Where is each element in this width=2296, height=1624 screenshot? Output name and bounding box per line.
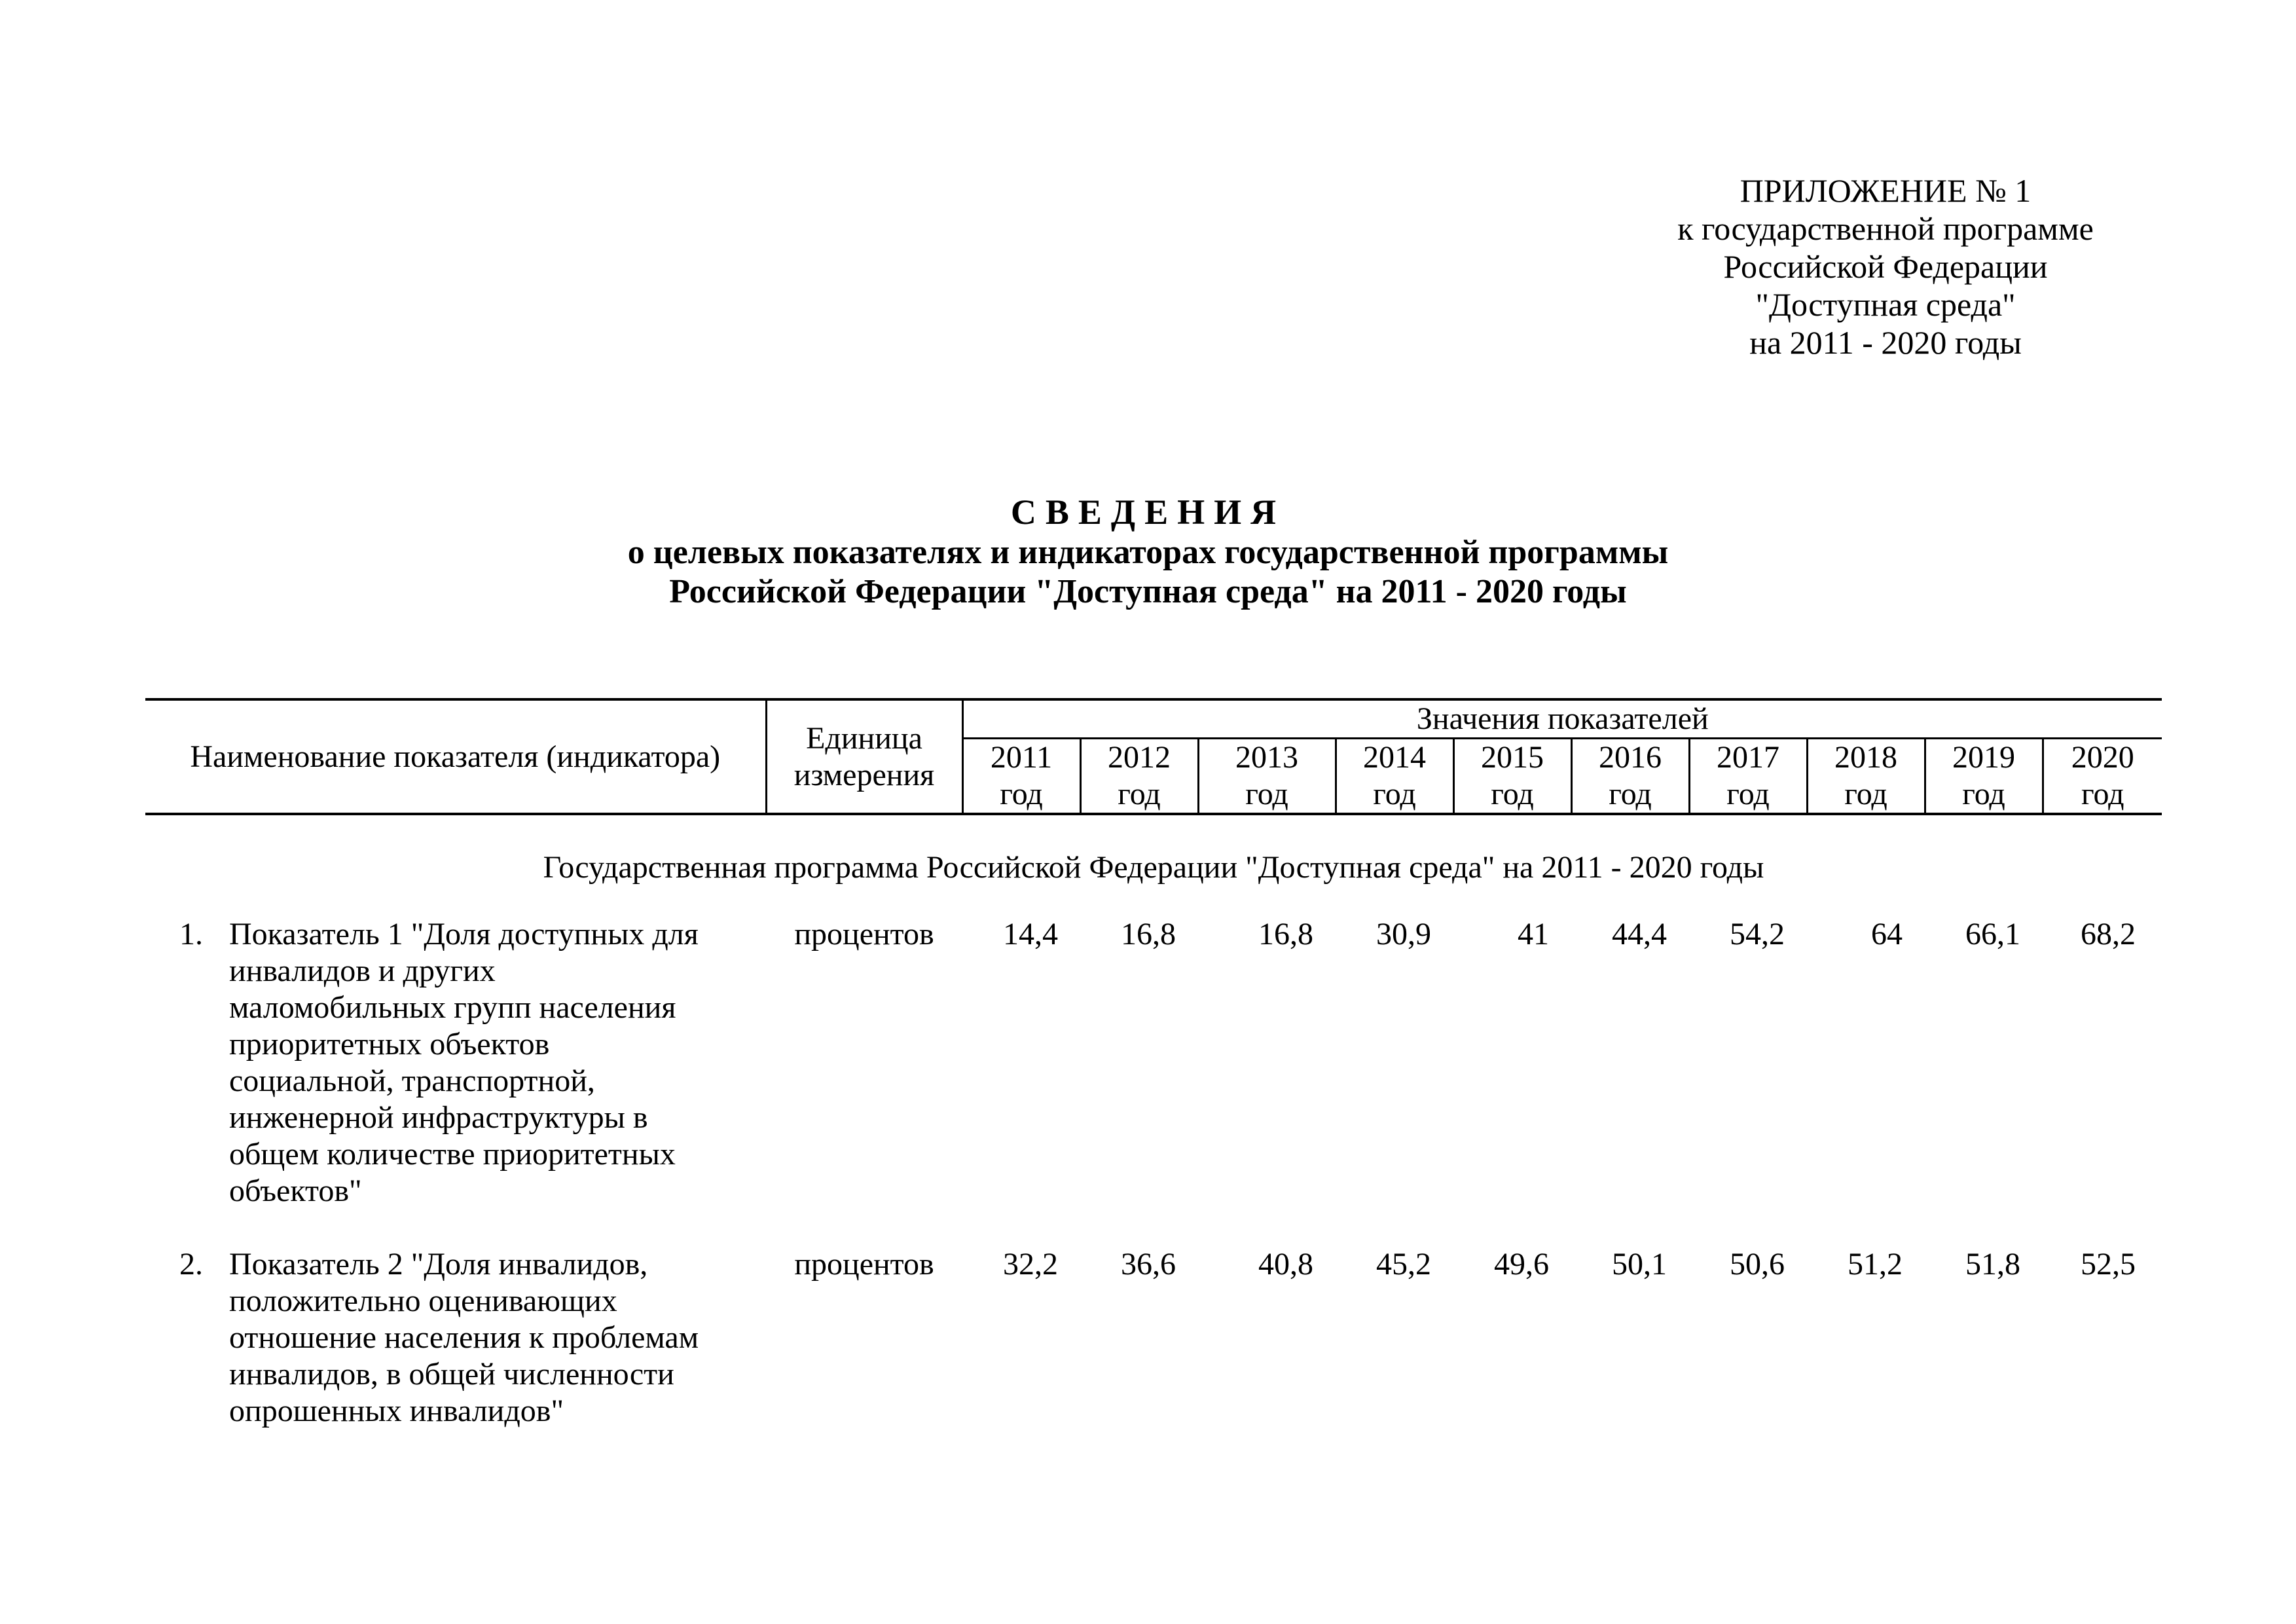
indicator-name-line: общем количестве приоритетных — [229, 1137, 676, 1172]
year-header-2011 — [962, 739, 1080, 815]
value-cell: 16,8 — [1258, 917, 1313, 951]
value-cell: 52,5 — [2081, 1247, 2136, 1282]
header-row-1 — [145, 699, 2162, 739]
heading-line-1: о целевых показателях и индикаторах государственной программы — [627, 534, 1669, 571]
year-suffix: год — [1000, 777, 1043, 811]
indicator-name-line: маломобильных групп населения — [229, 990, 676, 1025]
year-label: 2013 — [1235, 740, 1298, 775]
table-row — [145, 916, 2162, 1246]
indicator-name — [229, 916, 766, 1246]
year-label: 2018 — [1834, 740, 1897, 775]
year-suffix: год — [1491, 777, 1534, 811]
year-suffix: год — [1726, 777, 1770, 811]
value-cell: 64 — [1871, 917, 1903, 951]
value-cell: 41 — [1518, 917, 1549, 951]
year-header-2016 — [1571, 739, 1689, 815]
appendix-line: Российской Федерации — [1723, 248, 2048, 285]
unit-header-line-1: Единица — [806, 720, 922, 756]
indicator-name-line: инвалидов, в общей численности — [229, 1357, 674, 1392]
column-header-unit — [766, 699, 962, 814]
indicator-name-line: инвалидов и других — [229, 953, 496, 988]
column-header-name: Наименование показателя (индикатора) — [145, 699, 766, 814]
year-header-2012 — [1080, 739, 1198, 815]
program-row — [145, 814, 2162, 916]
value-cell: 30,9 — [1376, 917, 1431, 951]
indicator-name-line: социальной, транспортной, — [229, 1063, 595, 1098]
value-cell: 14,4 — [1003, 917, 1058, 951]
year-suffix: год — [1118, 777, 1161, 811]
year-suffix: год — [2081, 777, 2124, 811]
document-heading — [0, 492, 2296, 612]
value-cell: 36,6 — [1121, 1247, 1176, 1282]
year-suffix: год — [1844, 777, 1887, 811]
value-cell: 51,2 — [1848, 1247, 1903, 1282]
year-suffix: год — [1962, 777, 2005, 811]
year-label: 2019 — [1952, 740, 2015, 775]
indicator-name-line: Показатель 2 "Доля инвалидов, — [229, 1247, 648, 1282]
appendix-title: ПРИЛОЖЕНИЕ № 1 — [1740, 172, 2032, 209]
value-cell: 68,2 — [2081, 917, 2136, 951]
year-label: 2020 — [2071, 740, 2134, 775]
row-number: 1. — [179, 917, 203, 951]
year-suffix: год — [1245, 777, 1288, 811]
year-header-2015 — [1453, 739, 1571, 815]
year-label: 2012 — [1108, 740, 1171, 775]
year-header-2019 — [1925, 739, 2043, 815]
year-label: 2011 — [990, 740, 1053, 775]
appendix-block — [1624, 172, 2147, 361]
year-header-2013 — [1198, 739, 1336, 815]
year-label: 2015 — [1481, 740, 1544, 775]
appendix-line: к государственной программе — [1677, 210, 2094, 247]
year-label: 2014 — [1363, 740, 1426, 775]
indicator-name-line: положительно оценивающих — [229, 1283, 617, 1318]
indicator-name — [229, 1246, 766, 1466]
value-cell: 66,1 — [1965, 917, 2020, 951]
value-cell: 40,8 — [1258, 1247, 1313, 1282]
indicator-name-line: инженерной инфраструктуры в — [229, 1100, 648, 1135]
indicator-name-line: объектов" — [229, 1173, 362, 1208]
indicator-name-line: опрошенных инвалидов" — [229, 1393, 564, 1428]
year-label: 2017 — [1717, 740, 1779, 775]
value-cell: 50,6 — [1730, 1247, 1785, 1282]
year-label: 2016 — [1599, 740, 1662, 775]
column-header-values: Значения показателей — [962, 699, 2162, 739]
row-number: 2. — [179, 1247, 203, 1282]
unit-cell: процентов — [794, 1247, 934, 1282]
year-header-2014 — [1336, 739, 1453, 815]
year-header-2017 — [1689, 739, 1807, 815]
value-cell: 45,2 — [1376, 1247, 1431, 1282]
value-cell: 16,8 — [1121, 917, 1176, 951]
appendix-line: "Доступная среда" — [1755, 286, 2016, 323]
indicator-name-line: Показатель 1 "Доля доступных для — [229, 917, 699, 951]
value-cell: 51,8 — [1965, 1247, 2020, 1282]
unit-cell: процентов — [794, 917, 934, 951]
year-header-2018 — [1807, 739, 1925, 815]
year-header-2020 — [2043, 739, 2162, 815]
indicators-table — [145, 698, 2162, 1466]
heading-word: СВЕДЕНИЯ — [1010, 492, 1286, 532]
indicator-name-line: приоритетных объектов — [229, 1027, 550, 1061]
program-title: Государственная программа Российской Федерации "Доступная среда" на 2011 - 2020 годы — [543, 850, 1764, 885]
unit-header-line-2: измерения — [793, 757, 935, 792]
value-cell: 50,1 — [1612, 1247, 1667, 1282]
value-cell: 44,4 — [1612, 917, 1667, 951]
year-suffix: год — [1609, 777, 1652, 811]
appendix-line: на 2011 - 2020 годы — [1749, 324, 2022, 361]
value-cell: 49,6 — [1494, 1247, 1549, 1282]
value-cell: 32,2 — [1003, 1247, 1058, 1282]
indicator-name-line: отношение населения к проблемам — [229, 1320, 699, 1355]
table-row — [145, 1246, 2162, 1466]
value-cell: 54,2 — [1730, 917, 1785, 951]
year-suffix: год — [1373, 777, 1416, 811]
heading-line-2: Российской Федерации "Доступная среда" на 2011 - 2020 годы — [669, 573, 1627, 610]
